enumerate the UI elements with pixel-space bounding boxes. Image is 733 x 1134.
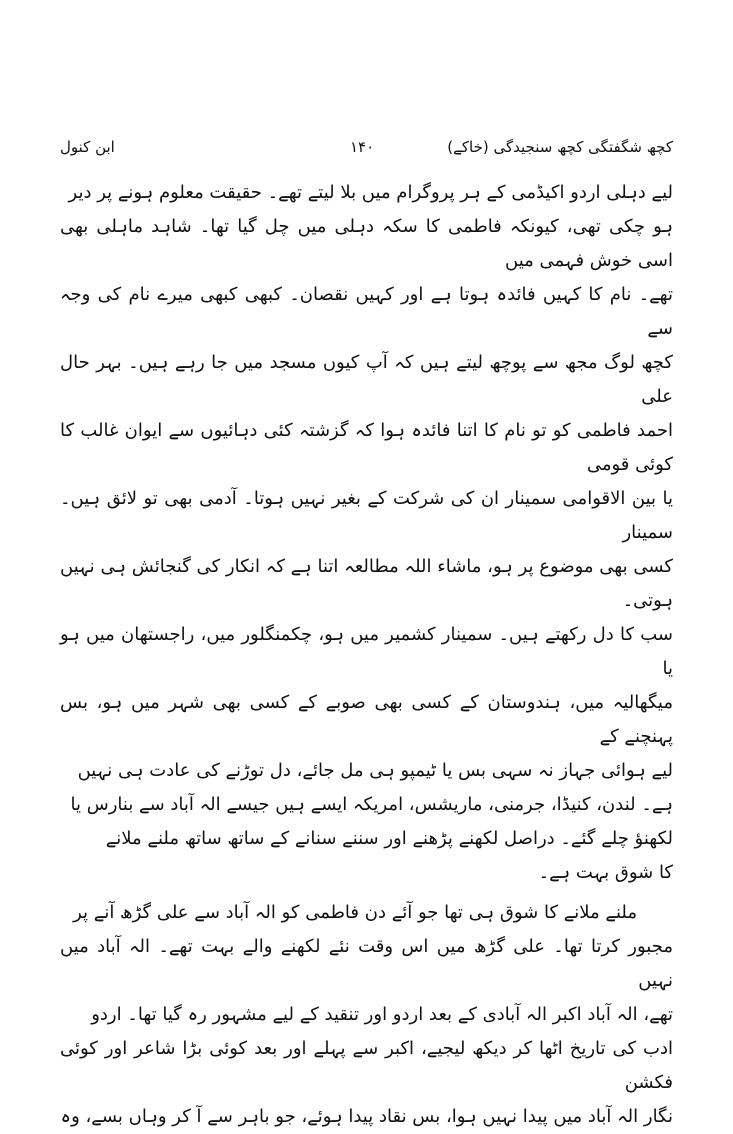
paragraph [60,896,673,1134]
text-line: تھے۔ نام کا کہیں فائدہ ہوتا ہے اور کہیں نقصان۔ کبھی کبھی میرے نام کی وجہ سے [60,284,673,339]
text-line: کا شوق بہت ہے۔ [538,862,673,883]
text-line: ملنے ملانے کا شوق ہی تھا جو آئے دن فاطمی کو الہ آباد سے علی گڑھ آنے پر [73,902,637,923]
text-line: کسی بھی موضوع پر ہو، ماشاء اللہ مطالعہ اتنا ہے کہ انکار کی گنجائش ہی نہیں ہوتی۔ [60,556,673,611]
text-line: ہے۔ لندن، کنیڈا، جرمنی، ماریشس، امریکہ ایسے ہیں جیسے الہ آباد سے بنارس یا [70,794,673,815]
text-line: لکھنؤ چلے گئے۔ دراصل لکھنے پڑھنے اور سننے سنانے کے ساتھ ساتھ ملنے ملانے [105,828,673,849]
text-line: ہو چکی تھی، کیونکہ فاطمی کا سکہ دہلی میں چل گیا تھا۔ شاہد ماہلی بھی اسی خوش فہمی میں [60,216,673,271]
running-author: ابن کنول [60,138,115,156]
page-header [60,138,673,168]
text-line: یا بین الاقوامی سمینار ان کی شرکت کے بغیر نہیں ہوتا۔ آدمی بھی تو لائق ہیں۔ سمینار [60,488,673,543]
text-line: ادب کی تاریخ اٹھا کر دیکھ لیجیے، اکبر سے پہلے اور بعد کوئی بڑا شاعر اور کوئی فکشن [60,1038,673,1093]
text-line: میگھالیہ میں، ہندوستان کے کسی بھی صوبے کے کسی بھی شہر میں ہو، بس پہنچنے کے [60,692,673,747]
text-line: کچھ لوگ مجھ سے پوچھ لیتے ہیں کہ آپ کیوں مسجد میں جا رہے ہیں۔ بہر حال علی [60,352,673,407]
running-title: کچھ شگفتگی کچھ سنجیدگی (خاکے) [447,138,673,156]
text-line: نگار الہ آباد میں پیدا نہیں ہوا، بس نقاد پیدا ہوئے، جو باہر سے آ کر وہاں بسے، وہ [60,1106,673,1127]
text-line: لیے دہلی اردو اکیڈمی کے ہر پروگرام میں بلا لیتے تھے۔ حقیقت معلوم ہونے پر دیر [68,182,673,203]
text-line: تھے، الہ آباد اکبر الہ آبادی کے بعد اردو اور تنقید کے لیے مشہور رہ گیا تھا۔ اردو [91,1004,673,1025]
page-body [60,176,673,1134]
text-line: لیے ہوائی جہاز نہ سہی بس یا ٹیمپو ہی مل جائے، دل توڑنے کی عادت ہی نہیں [77,760,673,781]
text-line: مجبور کرتا تھا۔ علی گڑھ میں اس وقت نئے لکھنے والے بہت تھے۔ الہ آباد میں نہیں [60,936,673,991]
text-line: احمد فاطمی کو تو نام کا اتنا فائدہ ہوا کہ گزشتہ کئی دہائیوں سے ایوان غالب کا کوئی قومی [60,420,673,475]
page-number: ۱۴۰ [350,138,375,156]
paragraph [60,176,673,890]
text-line: سب کا دل رکھتے ہیں۔ سمینار کشمیر میں ہو، چکمنگلور میں، راجستھان میں ہو یا [60,624,673,679]
